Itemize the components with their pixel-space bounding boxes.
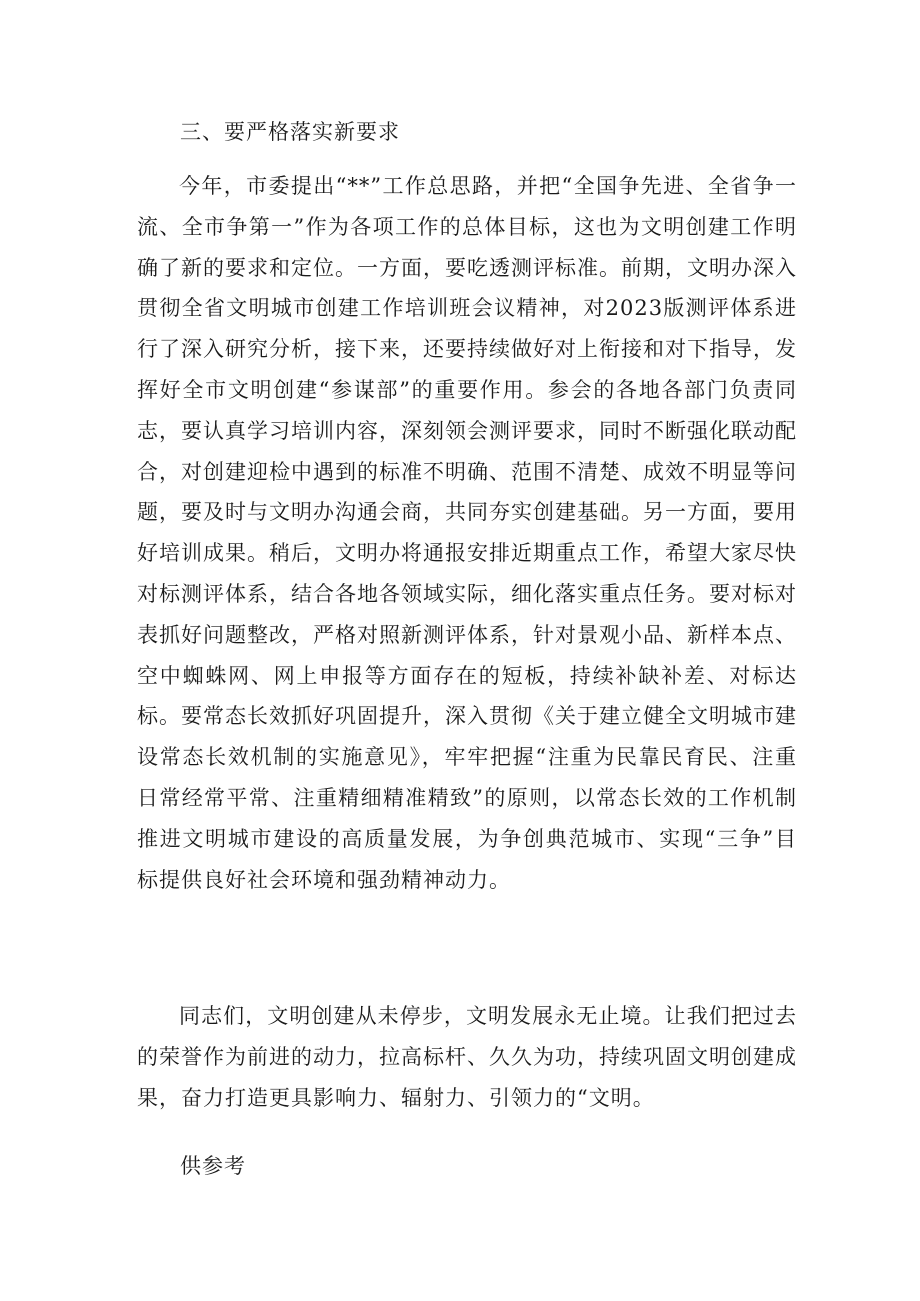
section-heading: 三、要严格落实新要求 xyxy=(180,120,400,144)
body-paragraph: 今年，市委提出“**”工作总思路，并把“全国争先进、全省争一流、全市争第一”作为各项工作的总体目标，这也为文明创建工作明确了新的要求和定位。一方面，要吃透测评标准。前期，文明办深入贯彻全省文明城市创建工作培训班会议精神，对2023版测评体系进行了深入研究分析，接下来，还要持续做好对上衔接和对下指导，发挥好全市文明创建“参谋部”的重要作用。参会的各地各部门负责同志，要认真学习培训内容，深刻领会测评要求，同时不断强化联动配合，对创建迎检中遇到的标准不明确、范围不清楚、成效不明显等问题，要及时与文明办沟通会商，共同夯实创建基础。另一方面，要用好培训成果。稍后，文明办将通报安排近期重点工作，希望大家尽快对标测评体系，结合各地各领域实际，细化落实重点任务。要对标对表抓好问题整改，严格对照新测评体系，针对景观小品、新样本点、空中蜘蛛网、网上申报等方面存在的短板，持续补缺补差、对标达标。要常态长效抓好巩固提升，深入贯彻《关于建立健全文明城市建设常态长效机制的实施意见》，牢牢把握“注重为民靠民育民、注重日常经常平常、注重精细精准精致”的原则，以常态长效的工作机制推进文明城市建设的高质量发展，为争创典范城市、实现“三争”目标提供良好社会环境和强劲精神动力。 xyxy=(137,174,797,892)
concluding-paragraph: 同志们，文明创建从未停步，文明发展永无止境。让我们把过去的荣誉作为前进的动力，拉高标杆、久久为功，持续巩固文明创建成果，奋力打造更具影响力、辐射力、引领力的“文明。 xyxy=(137,1004,797,1110)
closing-note: 供参考 xyxy=(180,1154,246,1178)
